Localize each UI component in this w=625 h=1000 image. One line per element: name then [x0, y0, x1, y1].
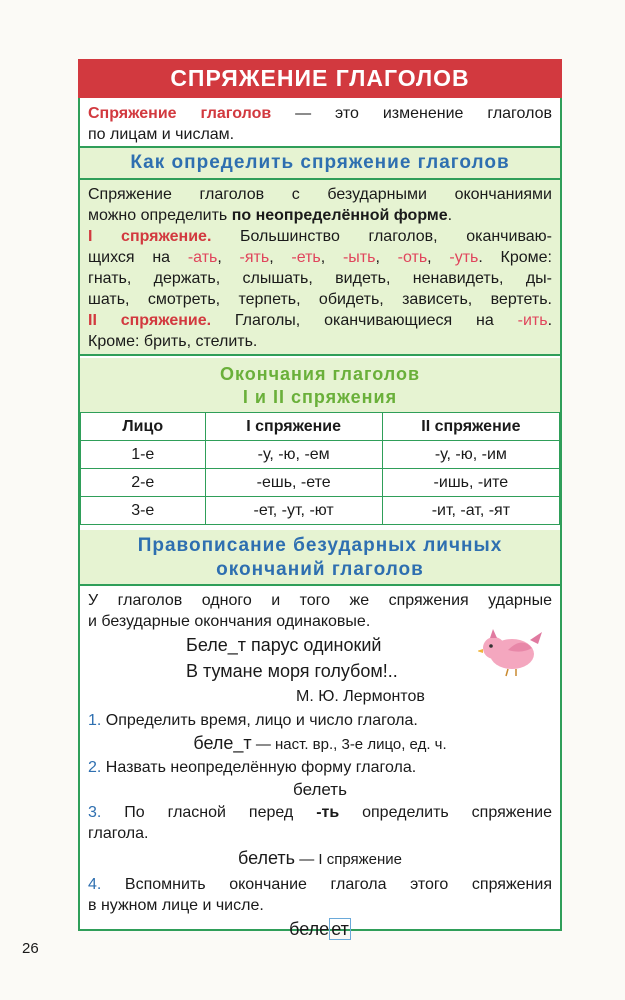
- ending-box: ет: [331, 919, 349, 939]
- poem-line-2: В тумане моря голубом!..: [186, 661, 398, 681]
- table-header: II спряжение: [382, 413, 559, 441]
- table-row: 2-е -ешь, -ете -ишь, -ите: [81, 469, 560, 497]
- example-1: беле_т — наст. вр., 3-е лицо, ед. ч.: [193, 733, 447, 753]
- example-2: белеть: [293, 780, 347, 799]
- definition-line-2: по лицам и числам.: [88, 126, 235, 143]
- table-header: Лицо: [81, 413, 206, 441]
- table-row: 1-е -у, -ю, -ем -у, -ю, -им: [81, 441, 560, 469]
- example-3: белеть — I спряжение: [237, 848, 403, 868]
- spelling-heading: Правописание безударных личных окончаний глаголов: [80, 530, 560, 586]
- table-header-row: [81, 413, 560, 441]
- poem: [80, 632, 560, 710]
- endings-heading: Окончания глаголов I и II спряжения: [80, 358, 560, 412]
- step-4: 4. Вспомнить окончание глагола этого спряжения: [88, 876, 552, 893]
- page-number: 26: [22, 940, 39, 957]
- conj1-label: I спряжение.: [88, 228, 212, 245]
- page-title: СПРЯЖЕНИЕ ГЛАГОЛОВ: [78, 59, 562, 98]
- spelling-section: У глаголов одного и того же спряжения ударные и безударные окончания одинаковые. Беле_т парус одинокий В тумане моря голубом!.. М. Ю. Лермонтов 1. Определить время, лицо и число глагола. беле_т — наст. вр., 3-е лицо, ед. ч. 2. Назвать неопределённую форму глагола. белеть 3. По гласной перед -ть определить спряжение глагола. белеть — I спряжение 4. Вспомнить окончание глагола этого спряжения в нужном лице и числе. беле ет: [80, 588, 560, 929]
- poem-author: М. Ю. Лермонтов: [296, 688, 425, 705]
- how-section: Спряжение глаголов с безударными окончаниями можно определить по неопределённой форме. I спряжение. Большинство глаголов, оканчиваю- щихся на -ать, -ять, -еть, -ыть, -оть, -уть. Кроме: гнать, держать, слышать, видеть, ненавидеть, ды- шать, смотреть, терпеть, обидеть, зависеть, вертеть. II спряжение. Глаголы, оканчивающиеся на -ить. Кроме: брить, стелить.: [80, 180, 560, 356]
- step-1: 1. Определить время, лицо и число глагола.: [88, 712, 418, 729]
- how-heading: Как определить спряжение глаголов: [80, 148, 560, 180]
- table-header: I спряжение: [205, 413, 382, 441]
- step-3: 3. По гласной перед -ть определить спряжение: [88, 804, 553, 821]
- definition-line-1: Спряжение глаголов — это изменение глаголов: [88, 105, 552, 122]
- example-4: беле ет: [289, 919, 349, 939]
- definition-term: Спряжение глаголов: [88, 105, 272, 122]
- endings-table: [80, 412, 560, 525]
- poem-line-1: Беле_т парус одинокий: [186, 635, 382, 655]
- step-2: 2. Назвать неопределённую форму глагола.: [88, 759, 417, 776]
- bird-icon: [478, 624, 544, 680]
- conj2-label: II спряжение.: [88, 312, 212, 329]
- definition-section: [80, 98, 560, 148]
- table-row: 3-е -ет, -ут, -ют -ит, -ат, -ят: [81, 497, 560, 525]
